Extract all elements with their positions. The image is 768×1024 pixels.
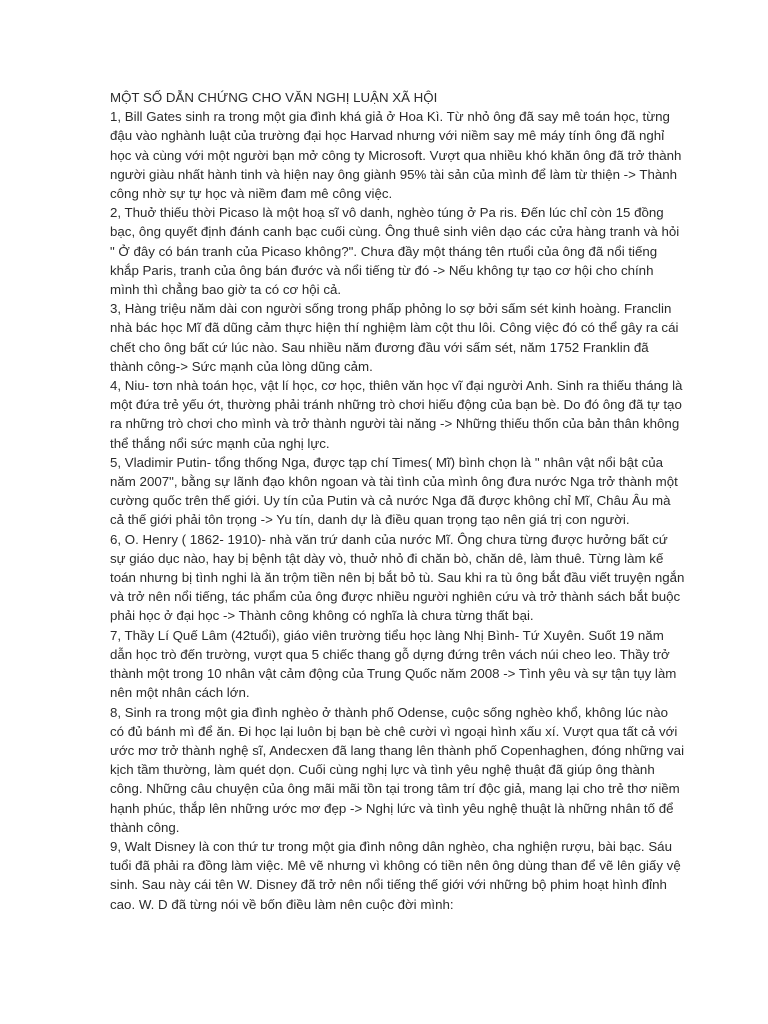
document-title: MỘT SỐ DẪN CHỨNG CHO VĂN NGHỊ LUẬN XÃ HỘI bbox=[110, 90, 438, 105]
paragraph-4: 4, Niu- tơn nhà toán học, vật lí học, cơ học, thiên văn học vĩ đại người Anh. Sinh ra thiếu tháng là một đứa trẻ yếu ớt, thường phải tránh những trò chơi hiếu động của bạn bè. Do đó ông đã tự tạo ra những trò chơi cho mình và trở thành người tài năng -> Những thiếu thốn của bản thân không thể thắng nổi sức mạnh của nghị lực. bbox=[110, 378, 683, 451]
document-body bbox=[110, 88, 685, 914]
paragraph-9: 9, Walt Disney là con thứ tư trong một gia đình nông dân nghèo, cha nghiện rượu, bài bạc. Sáu tuổi đã phải ra đồng làm việc. Mê vẽ nhưng vì không có tiền nên ông dùng than để vẽ lên giấy vệ sinh. Sau này cái tên W. Disney đã trở nên nổi tiếng thế giới với những bộ phim hoạt hình đỉnh cao. W. D đã từng nói về bốn điều làm nên cuộc đời mình: bbox=[110, 838, 681, 912]
paragraph-8: 8, Sinh ra trong một gia đình nghèo ở thành phố Odense, cuộc sống nghèo khổ, không lúc nào có đủ bánh mì để ăn. Đi học lại luôn bị bạn bè chê cười vì ngoại hình xấu xí. Vượt qua tất cả với ước mơ trở thành nghệ sĩ, Andecxen đã lang thang lên thành phố Copenhaghen, đóng những vai kịch tầm thường, làm quét dọn. Cuối cùng nghị lực và tình yêu nghệ thuật đã giúp ông thành công. Những câu chuyện của ông mãi mãi tồn tại trong tâm trí độc giả, mang lại cho trẻ thơ niềm hạnh phúc, thắp lên những ước mơ đẹp -> Nghị lức và tình yêu nghệ thuật là những nhân tố để thành công. bbox=[110, 704, 685, 835]
paragraph-2: 2, Thuở thiếu thời Picaso là một hoạ sĩ vô danh, nghèo túng ở Pa ris. Đến lúc chỉ còn 15 đồng bạc, ông quyết định đánh canh bạc cuối cùng. Ông thuê sinh viên dạo các cửa hàng tranh và hỏi " Ở đây có bán tranh của Picaso không?". Chưa đầy một tháng tên rtuổi của ông đã nổi tiếng khắp Paris, tranh của ông bán đước và nổi tiếng từ đó -> Nếu không tự tạo cơ hội cho chính mình thì chẳng bao giờ ta có cơ hội cả. bbox=[110, 205, 680, 298]
paragraph-1: 1, Bill Gates sinh ra trong một gia đình khá giả ở Hoa Kì. Từ nhỏ ông đã say mê toán học, từng đậu vào nghành luật của trường đại học Harvad nhưng với niềm say mê máy tính ông đã nghỉ học và cùng với một người bạn mở công ty Microsoft. Vượt qua nhiều khó khăn ông đã trở thành người giàu nhất hành tinh và hiện nay ông giành 95% tài sản của mình để làm từ thiện -> Thành công nhờ sự tự học và niềm đam mê công việc. bbox=[110, 109, 682, 202]
paragraph-3: 3, Hàng triệu năm dài con người sống trong phấp phỏng lo sợ bởi sấm sét kinh hoàng. Franclin nhà bác học Mĩ đã dũng cảm thực hiện thí nghiệm làm cột thu lôi. Công việc đó có thể gây ra cái chết cho ông bất cứ lúc nào. Sau nhiều năm đương đầu với sấm sét, năm 1752 Franklin đã thành công-> Sức mạnh của lòng dũng cảm. bbox=[110, 301, 679, 374]
paragraph-6: 6, O. Henry ( 1862- 1910)- nhà văn trứ danh của nước Mĩ. Ông chưa từng được hưởng bất cứ sự giáo dục nào, hay bị bệnh tật dày vò, thuở nhỏ đi chăn bò, chăn dê, làm thuê. Từng làm kế toán nhưng bị tình nghi là ăn trộm tiền nên bị bắt bỏ tù. Sau khi ra tù ông bắt đầu viết truyện ngắn và trở nên nổi tiếng, tác phẩm của ông được nhiều người nghiên cứu và trở thành sách bắt buộc phải học ở đại học -> Thành công không có nghĩa là chưa từng thất bại. bbox=[110, 531, 685, 624]
paragraph-5: 5, Vladimir Putin- tổng thống Nga, được tạp chí Times( Mĩ) bình chọn là " nhân vật nổi bật của năm 2007", bằng sự lãnh đạo khôn ngoan và tài tình của mình ông đưa nước Nga trở thành một cường quốc trên thế giới. Uy tín của Putin và cả nước Nga đã được không chỉ Mĩ, Châu Âu mà cả thế giới phải tôn trọng -> Yu tín, danh dự là điều quan trọng tạo nên giá trị con người. bbox=[110, 454, 678, 528]
paragraph-7: 7, Thầy Lí Quế Lâm (42tuổi), giáo viên trường tiểu học làng Nhị Bình- Tứ Xuyên. Suốt 19 năm dẫn học trò đến trường, vượt qua 5 chiếc thang gỗ dựng đứng trên vách núi cheo leo. Thầy trở thành một trong 10 nhân vật cảm động của Trung Quốc năm 2008 -> Tình yêu và sự tận tụy làm nên một nhân cách lớn. bbox=[110, 627, 677, 701]
